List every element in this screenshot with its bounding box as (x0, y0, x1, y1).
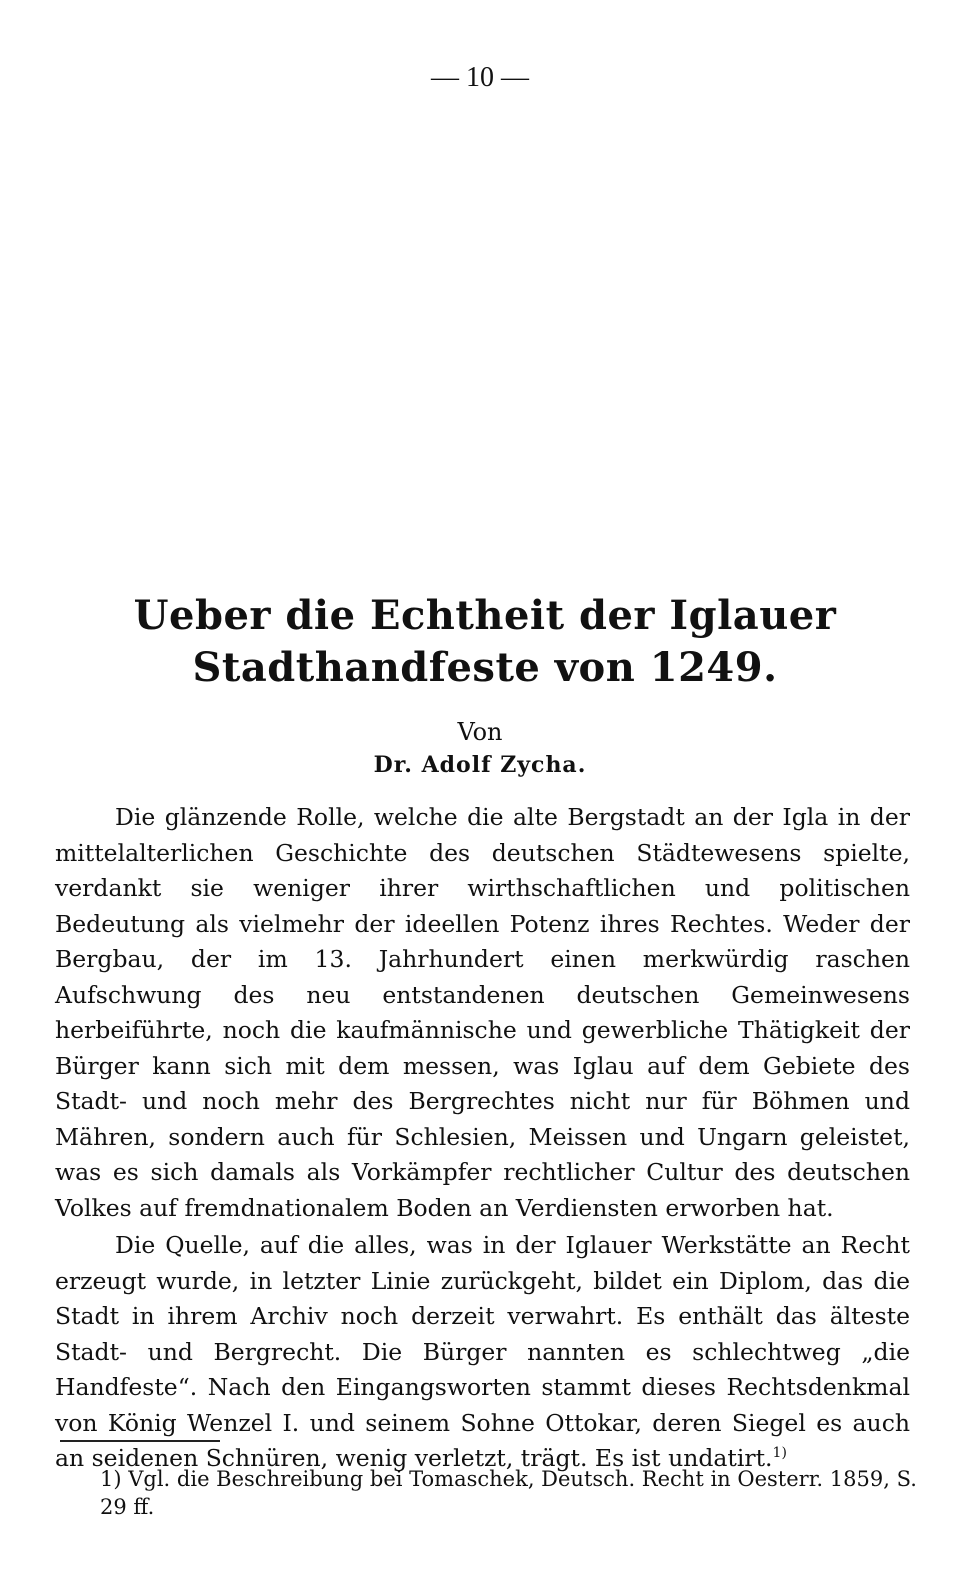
paragraph-1-text: Die glänzende Rolle, welche die alte Bergstadt an der Igla in der mittelalterlichen Geschichte des deutschen Städtewesens spielte, verdankt sie weniger ihrer wirthschaftlichen und politischen Bedeutung als vielmehr der ideellen Potenz ihres Rechtes. Weder der Bergbau, der im 13. Jahrhundert einen merkwürdig raschen Aufschwung des neu entstandenen deutschen Gemeinwesens herbeiführte, noch die kaufmännische und gewerbliche Thätigkeit der Bürger kann sich mit dem messen, was Iglau auf dem Gebiete des Stadt- und noch mehr des Bergrechtes nicht nur für Böhmen und Mähren, sondern auch für Schlesien, Meissen und Ungarn geleistet, was es sich damals als Vorkämpfer rechtlicher Cultur des deutschen Volkes auf fremdnationalem Boden an Verdiensten erworben hat. (55, 803, 910, 1222)
footnote-divider (60, 1440, 220, 1442)
byline-author: Dr. Adolf Zycha. (373, 752, 587, 778)
paragraph-1 (55, 800, 910, 1226)
footnote: 1) Vgl. die Beschreibung bei Tomaschek, Deutsch. Recht in Oesterr. 1859, S. 29 ff. (100, 1467, 917, 1519)
page-number: — 10 — (431, 62, 529, 93)
footnote-reference: 1) (772, 1445, 787, 1462)
article-title: Ueber die Echtheit der Iglauer Stadthandfeste von 1249. (133, 592, 837, 691)
body-text (55, 800, 910, 1477)
paragraph-2-text: Die Quelle, auf die alles, was in der Iglauer Werkstätte an Recht erzeugt wurde, in letzter Linie zurückgeht, bildet ein Diplom, das die Stadt in ihrem Archiv noch derzeit verwahrt. Es enthält das älteste Stadt- und Bergrecht. Die Bürger nannten es schlechtweg „die Handfeste“. Nach den Eingangsworten stammt dieses Rechtsdenkmal von König Wenzel I. und seinem Sohne Ottokar, deren Siegel es auch an seidenen Schnüren, wenig verletzt, trägt. Es ist undatirt. (55, 1231, 910, 1472)
byline-von: Von (457, 718, 503, 746)
